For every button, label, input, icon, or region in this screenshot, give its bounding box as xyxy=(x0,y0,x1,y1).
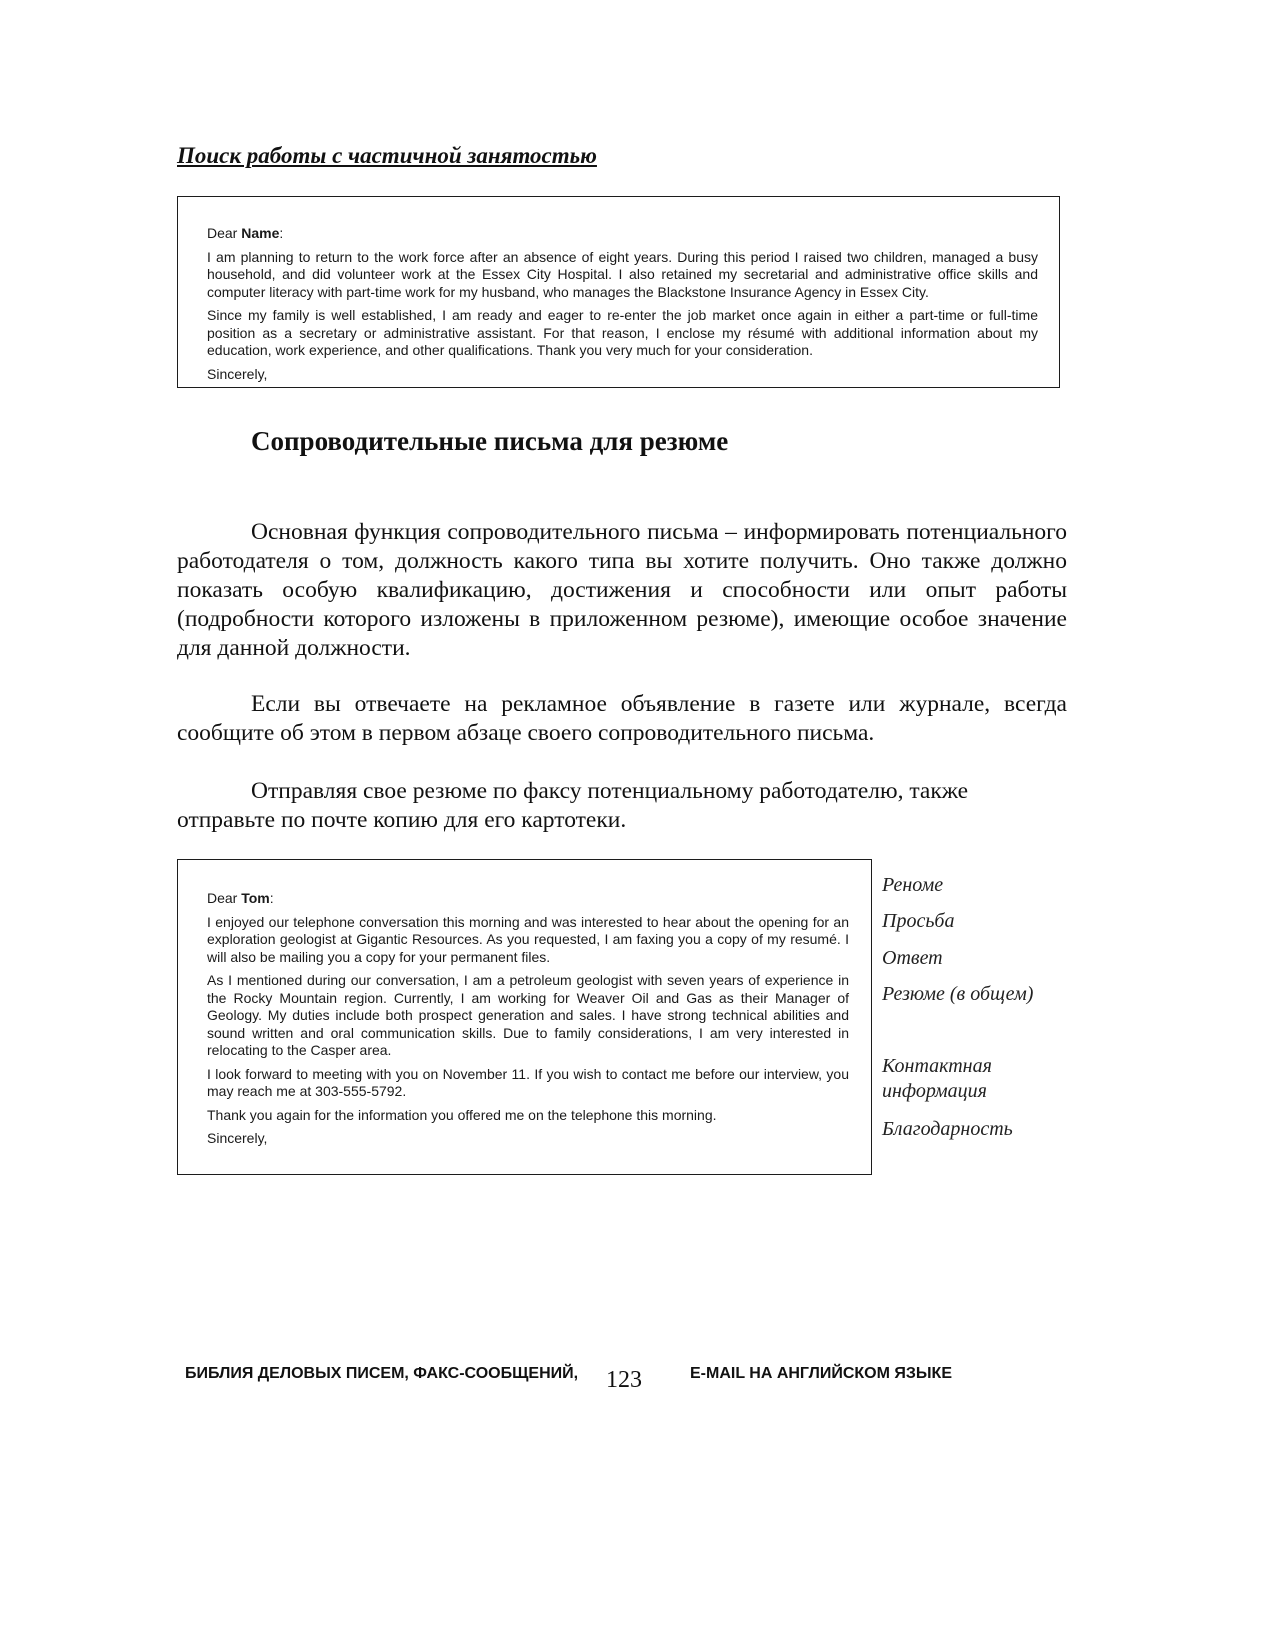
footer-left: БИБЛИЯ ДЕЛОВЫХ ПИСЕМ, ФАКС-СООБЩЕНИЙ, xyxy=(185,1365,579,1382)
letter-salutation xyxy=(207,890,849,908)
margin-note-request: Просьба xyxy=(882,910,955,932)
margin-note-contact-line1: Контактная xyxy=(882,1055,992,1077)
letter-paragraph: As I mentioned during our conversation, I am a petroleum geologist with seven years of experience in the Rocky Mountain region. Currently, I am working for Weaver Oil and Gas as their Manager of Geology. My duties include both prospect generation and sales. I have strong technical abilities and sound written and oral communication skills. Due to family considerations, I am very interested in relocating to the Casper area. xyxy=(207,972,849,1058)
margin-note-answer: Ответ xyxy=(882,947,943,969)
letter-tom-box xyxy=(177,859,872,1175)
letter-paragraph: Since my family is well established, I am ready and eager to re-enter the job market once again in either a part-time or full-time position as a secretary or administrative assistant. For that reason, I enclose my résumé with additional information about my education, work experience, and other qualifications. Thank you very much for your consideration. xyxy=(207,307,1038,358)
letter-closing: Sincerely, xyxy=(207,365,268,382)
body-paragraph: Если вы отвечаете на рекламное объявление в газете или журнале, всегда сообщите об этом в первом абзаце своего сопроводительного письма. xyxy=(177,691,1067,746)
margin-note-renome: Реноме xyxy=(882,874,944,896)
margin-note-contact-line2: информация xyxy=(882,1080,987,1102)
salutation-suffix: : xyxy=(279,225,284,241)
letter-paragraph: I am planning to return to the work force after an absence of eight years. During this period I raised two children, managed a busy household, and did volunteer work at the Essex City Hospital. I also retained my secretarial and administrative office skills and computer literacy with part-time work for my husband, who manages the Blackstone Insurance Agency in Essex City. xyxy=(207,248,1038,300)
body-paragraph: Основная функция сопроводительного письма – информировать потенциального работодателя о том, должность какого типа вы хотите получить. Оно также должно показать особую квалификацию, достижения и способности или опыт работы (подробности которого изложены в приложенном резюме), имеющие особое значение для данной должности. xyxy=(177,519,1067,661)
footer-right: E-MAIL НА АНГЛИЙСКОМ ЯЗЫКЕ xyxy=(690,1365,952,1382)
page-heading: Поиск работы с частичной занятостью xyxy=(177,143,597,168)
margin-note-summary: Резюме (в общем) xyxy=(882,983,1034,1005)
margin-note-thanks: Благодарность xyxy=(882,1118,1013,1140)
letter-paragraph: I enjoyed our telephone conversation this morning and was interested to hear about the opening for an exploration geologist at Gigantic Resources. As you requested, I am faxing you a copy of my resumé. I will also be mailing you a copy for your permanent files. xyxy=(207,913,849,965)
page-number: 123 xyxy=(606,1367,642,1393)
letter-paragraph: Thank you again for the information you offered me on the telephone this morning. xyxy=(207,1106,717,1123)
letter-salutation xyxy=(207,225,1038,243)
section-title: Сопроводительные письма для резюме xyxy=(251,426,729,456)
body-paragraph: Отправляя свое резюме по факсу потенциальному работодателю, также отправьте по почте копию для его картотеки. xyxy=(177,778,969,833)
letter-paragraph: I look forward to meeting with you on November 11. If you wish to contact me before our interview, you may reach me at 303-555-5792. xyxy=(207,1065,849,1099)
letter-part-time-box xyxy=(177,196,1060,388)
salutation-prefix: Dear xyxy=(207,225,242,241)
salutation-name: Tom xyxy=(241,890,270,906)
salutation-prefix: Dear xyxy=(207,890,242,906)
salutation-name: Name xyxy=(241,225,280,241)
salutation-suffix: : xyxy=(269,890,274,906)
letter-closing: Sincerely, xyxy=(207,1130,268,1146)
